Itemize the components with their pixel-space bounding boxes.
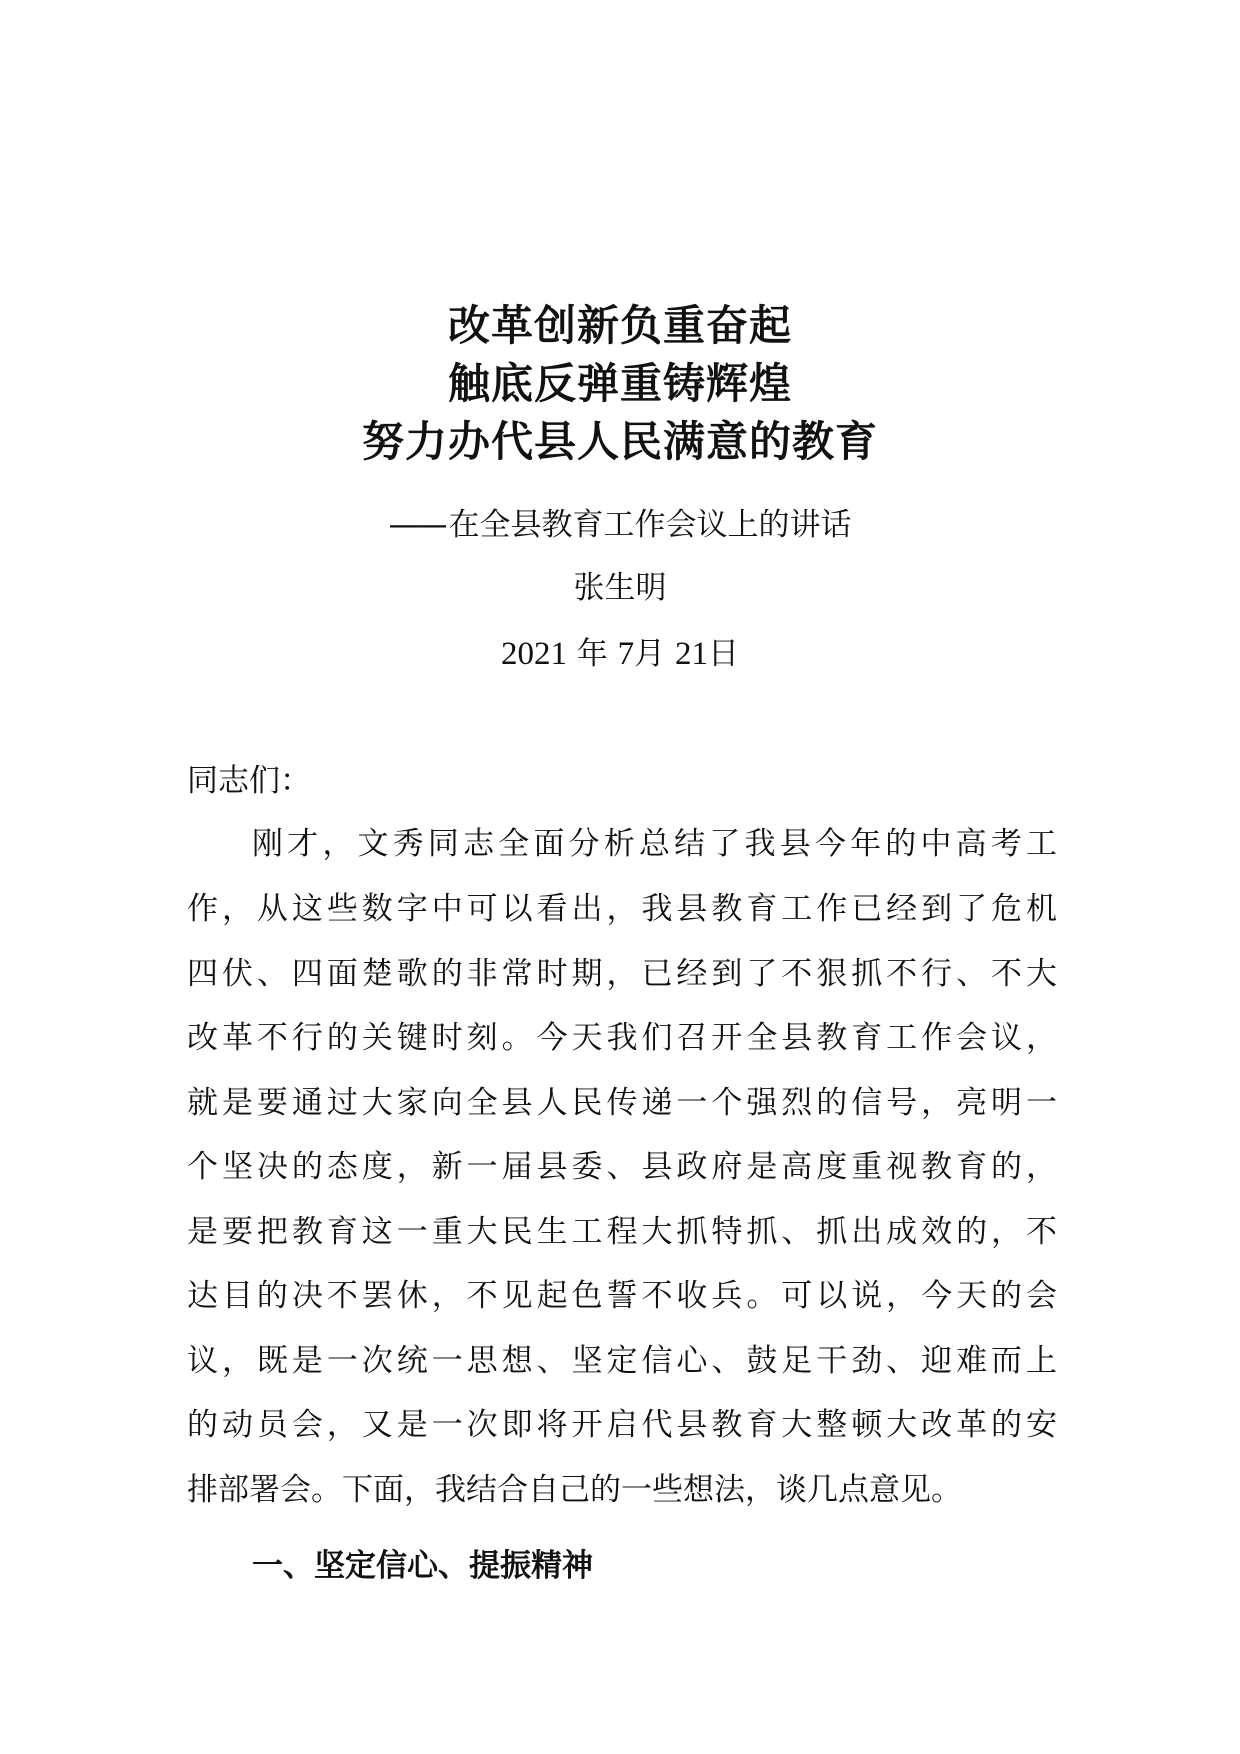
document-title [0,297,1240,471]
paragraph-line: 作，从这些数字中可以看出，我县教育工作已经到了危机 [187,891,1057,927]
paragraph-line: 排部署会。下面，我结合自己的一些想法，谈几点意见。 [187,1472,962,1508]
paragraph-line: 达目的决不罢休，不见起色誓不收兵。可以说，今天的会 [187,1278,1057,1314]
salutation: 同志们： [187,763,311,799]
paragraph-line: 个坚决的态度，新一届县委、县政府是高度重视教育的， [187,1149,1057,1185]
date-month: 7 [617,636,635,672]
subtitle-text: 在全县教育工作会议上的讲话 [448,507,852,543]
paragraph-line: 刚才，文秀同志全面分析总结了我县今年的中高考工 [252,826,1057,862]
document-subtitle [0,505,1240,545]
speech-date [0,634,1240,674]
author-name: 张生明 [573,570,667,606]
title-line-3: 努力办代县人民满意的教育 [361,417,878,466]
date-month-unit: 月 [634,636,666,672]
date-day-unit: 日 [708,636,740,672]
paragraph-line: 的动员会，又是一次即将开启代县教育大整顿大改革的安 [187,1407,1057,1443]
paragraph-line: 四伏、四面楚歌的非常时期，已经到了不狠抓不行、不大 [187,956,1057,992]
title-line-2: 触底反弹重铸辉煌 [447,359,792,408]
title-line-1: 改革创新负重奋起 [447,301,792,350]
section-heading: 一、坚定信心、提振精神 [252,1548,593,1584]
subtitle-dash: —— [388,507,445,543]
paragraph-line: 议，既是一次统一思想、坚定信心、鼓足干劲、迎难而上 [187,1343,1057,1379]
date-day: 21 [675,636,709,672]
date-year: 2021 [500,636,567,672]
date-year-unit: 年 [576,636,608,672]
paragraph-line: 改革不行的关键时刻。今天我们召开全县教育工作会议， [187,1020,1057,1056]
paragraph-line: 就是要通过大家向全县人民传递一个强烈的信号，亮明一 [187,1085,1057,1121]
paragraph-line: 是要把教育这一重大民生工程大抓特抓、抓出成效的，不 [187,1214,1057,1250]
